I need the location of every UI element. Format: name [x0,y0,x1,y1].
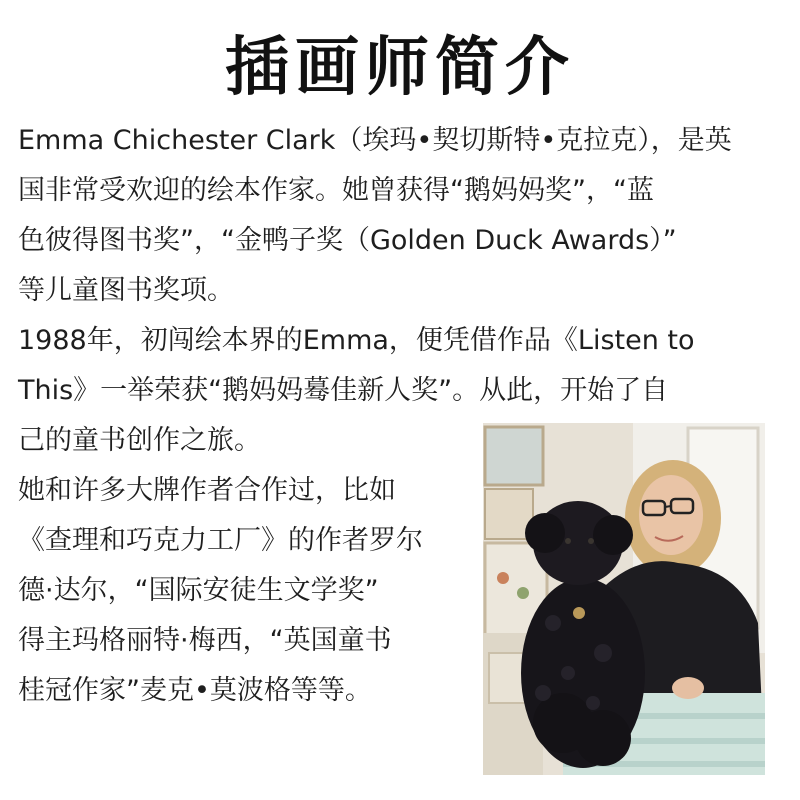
bio-line-10: 德·达尔，“国际安徒生文学奖” [18,575,379,606]
bio-line-4: 等儿童图书奖项。 [18,275,234,306]
bio-line-8: 她和许多大牌作者合作过，比如 [18,475,396,506]
bio-line-9: 《查理和巧克力工厂》的作者罗尔 [18,525,423,556]
bio-line-7: 己的童书创作之旅。 [18,425,261,456]
bio-line-1: Emma Chichester Clark（埃玛•契切斯特•克拉克），是英 [18,125,732,156]
bio-line-6: This》一举荣获“鹅妈妈蓦佳新人奖”。从此，开始了自 [18,375,669,406]
bio-line-11: 得主玛格丽特·梅西，“英国童书 [18,625,392,656]
bio-line-3: 色彼得图书奖”，“金鸭子奖（Golden Duck Awards）” [18,225,677,256]
page-title: 插画师简介 [225,31,575,105]
bio-line-2: 国非常受欢迎的绘本作家。她曾获得“鹅妈妈奖”，“蓝 [18,175,654,206]
bio-line-12: 桂冠作家”麦克•莫波格等等。 [18,675,372,706]
bio-line-5: 1988年，初闯绘本界的Emma，便凭借作品《Listen to [18,325,695,356]
illustrator-photo [483,423,765,775]
